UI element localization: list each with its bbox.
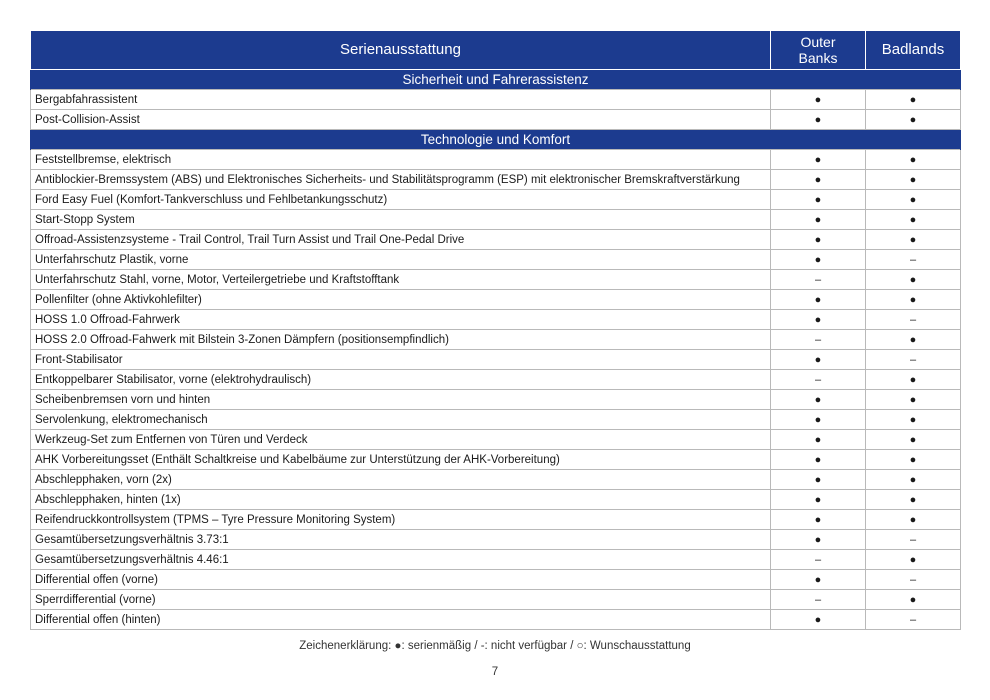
feature-cell: Gesamtübersetzungsverhältnis 4.46:1	[31, 550, 771, 570]
outer-banks-availability-cell: –	[771, 370, 866, 390]
table-row	[31, 450, 961, 470]
badlands-availability-cell: ●	[866, 470, 961, 490]
table-row	[31, 270, 961, 290]
table-row	[31, 190, 961, 210]
badlands-availability-cell: ●	[866, 450, 961, 470]
feature-cell: Feststellbremse, elektrisch	[31, 150, 771, 170]
table-row	[31, 230, 961, 250]
equipment-table	[30, 30, 961, 630]
table-row	[31, 510, 961, 530]
table-row	[31, 170, 961, 190]
feature-cell: Offroad-Assistenzsysteme - Trail Control, Trail Turn Assist und Trail One-Pedal Drive	[31, 230, 771, 250]
feature-cell: Unterfahrschutz Plastik, vorne	[31, 250, 771, 270]
table-row	[31, 250, 961, 270]
outer-banks-availability-cell: ●	[771, 250, 866, 270]
badlands-availability-cell: ●	[866, 90, 961, 110]
header-feature: Serienausstattung	[31, 31, 771, 70]
feature-cell: Werkzeug-Set zum Entfernen von Türen und Verdeck	[31, 430, 771, 450]
feature-cell: Entkoppelbarer Stabilisator, vorne (elektrohydraulisch)	[31, 370, 771, 390]
page-number: 7	[491, 666, 499, 678]
outer-banks-availability-cell: ●	[771, 510, 866, 530]
feature-cell: Servolenkung, elektromechanisch	[31, 410, 771, 430]
table-row	[31, 390, 961, 410]
outer-banks-availability-cell: –	[771, 330, 866, 350]
badlands-availability-cell: ●	[866, 270, 961, 290]
outer-banks-availability-cell: ●	[771, 290, 866, 310]
section-title: Sicherheit und Fahrerassistenz	[31, 70, 961, 90]
table-row	[31, 290, 961, 310]
section-header-row	[31, 70, 961, 90]
badlands-availability-cell: –	[866, 530, 961, 550]
badlands-availability-cell: ●	[866, 170, 961, 190]
header-outer-banks	[771, 31, 866, 70]
feature-cell: Antiblockier-Bremssystem (ABS) und Elektronisches Sicherheits- und Stabilitätsprogramm (ESP) mit elektronischer Bremskraftverstärkung	[31, 170, 771, 190]
badlands-availability-cell: ●	[866, 390, 961, 410]
badlands-availability-cell: ●	[866, 590, 961, 610]
outer-banks-availability-cell: ●	[771, 210, 866, 230]
outer-banks-availability-cell: ●	[771, 350, 866, 370]
table-body	[31, 70, 961, 630]
outer-banks-availability-cell: ●	[771, 390, 866, 410]
legend: Zeichenerklärung: ●: serienmäßig / -: nicht verfügbar / ○: Wunschausstattung	[299, 640, 691, 652]
feature-cell: Front-Stabilisator	[31, 350, 771, 370]
badlands-availability-cell: ●	[866, 210, 961, 230]
feature-cell: Sperrdifferential (vorne)	[31, 590, 771, 610]
feature-cell: Differential offen (hinten)	[31, 610, 771, 630]
table-row	[31, 410, 961, 430]
badlands-availability-cell: ●	[866, 190, 961, 210]
outer-banks-availability-cell: –	[771, 270, 866, 290]
section-title: Technologie und Komfort	[31, 130, 961, 150]
badlands-availability-cell: ●	[866, 290, 961, 310]
badlands-availability-cell: ●	[866, 490, 961, 510]
feature-cell: Bergabfahrassistent	[31, 90, 771, 110]
table-row	[31, 570, 961, 590]
outer-banks-availability-cell: ●	[771, 190, 866, 210]
badlands-availability-cell: ●	[866, 370, 961, 390]
table-row	[31, 590, 961, 610]
badlands-availability-cell: ●	[866, 230, 961, 250]
feature-cell: HOSS 2.0 Offroad-Fahwerk mit Bilstein 3-Zonen Dämpfern (positionsempfindlich)	[31, 330, 771, 350]
badlands-availability-cell: ●	[866, 410, 961, 430]
section-header-row	[31, 130, 961, 150]
table-row	[31, 90, 961, 110]
table-row	[31, 210, 961, 230]
outer-banks-availability-cell: ●	[771, 490, 866, 510]
table-row	[31, 330, 961, 350]
badlands-availability-cell: ●	[866, 430, 961, 450]
table-row	[31, 490, 961, 510]
outer-banks-availability-cell: ●	[771, 450, 866, 470]
feature-cell: Reifendruckkontrollsystem (TPMS – Tyre Pressure Monitoring System)	[31, 510, 771, 530]
badlands-availability-cell: ●	[866, 150, 961, 170]
table-row	[31, 310, 961, 330]
feature-cell: Start-Stopp System	[31, 210, 771, 230]
badlands-availability-cell: ●	[866, 330, 961, 350]
outer-banks-availability-cell: –	[771, 590, 866, 610]
outer-banks-availability-cell: ●	[771, 310, 866, 330]
outer-banks-availability-cell: ●	[771, 570, 866, 590]
feature-cell: Gesamtübersetzungsverhältnis 3.73:1	[31, 530, 771, 550]
equipment-table-wrapper	[30, 30, 960, 630]
badlands-availability-cell: ●	[866, 510, 961, 530]
outer-banks-availability-cell: ●	[771, 170, 866, 190]
table-row	[31, 350, 961, 370]
feature-cell: Abschlepphaken, vorn (2x)	[31, 470, 771, 490]
outer-banks-availability-cell: ●	[771, 410, 866, 430]
outer-banks-availability-cell: –	[771, 550, 866, 570]
outer-banks-availability-cell: ●	[771, 230, 866, 250]
table-row	[31, 150, 961, 170]
table-header-row	[31, 31, 961, 70]
outer-banks-availability-cell: ●	[771, 90, 866, 110]
badlands-availability-cell: –	[866, 570, 961, 590]
table-row	[31, 110, 961, 130]
feature-cell: Differential offen (vorne)	[31, 570, 771, 590]
header-badlands: Badlands	[866, 31, 961, 70]
table-row	[31, 550, 961, 570]
badlands-availability-cell: –	[866, 350, 961, 370]
header-outer-banks-line2: Banks	[798, 50, 838, 66]
table-row	[31, 370, 961, 390]
header-outer-banks-line1: Outer	[800, 34, 836, 50]
table-row	[31, 430, 961, 450]
feature-cell: AHK Vorbereitungsset (Enthält Schaltkreise und Kabelbäume zur Unterstützung der AHK-Vorbereitung)	[31, 450, 771, 470]
feature-cell: Abschlepphaken, hinten (1x)	[31, 490, 771, 510]
badlands-availability-cell: –	[866, 610, 961, 630]
outer-banks-availability-cell: ●	[771, 610, 866, 630]
badlands-availability-cell: ●	[866, 550, 961, 570]
feature-cell: Ford Easy Fuel (Komfort-Tankverschluss und Fehlbetankungsschutz)	[31, 190, 771, 210]
table-row	[31, 530, 961, 550]
feature-cell: Unterfahrschutz Stahl, vorne, Motor, Verteilergetriebe und Kraftstofftank	[31, 270, 771, 290]
feature-cell: Post-Collision-Assist	[31, 110, 771, 130]
feature-cell: Pollenfilter (ohne Aktivkohlefilter)	[31, 290, 771, 310]
outer-banks-availability-cell: ●	[771, 110, 866, 130]
badlands-availability-cell: –	[866, 250, 961, 270]
table-row	[31, 470, 961, 490]
badlands-availability-cell: ●	[866, 110, 961, 130]
outer-banks-availability-cell: ●	[771, 430, 866, 450]
outer-banks-availability-cell: ●	[771, 150, 866, 170]
feature-cell: HOSS 1.0 Offroad-Fahrwerk	[31, 310, 771, 330]
outer-banks-availability-cell: ●	[771, 470, 866, 490]
table-row	[31, 610, 961, 630]
feature-cell: Scheibenbremsen vorn und hinten	[31, 390, 771, 410]
outer-banks-availability-cell: ●	[771, 530, 866, 550]
badlands-availability-cell: –	[866, 310, 961, 330]
